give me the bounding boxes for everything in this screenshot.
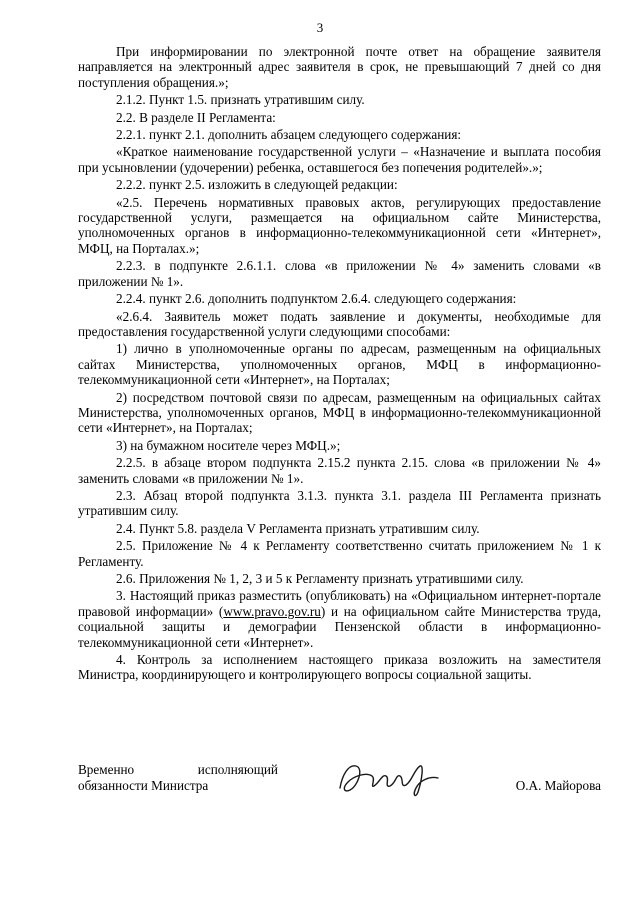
paragraph: 2.2.4. пункт 2.6. дополнить подпунктом 2.6.4. следующего содержания: — [116, 291, 517, 307]
paragraph: 3) на бумажном носителе через МФЦ.»; — [116, 437, 341, 453]
paragraph: «2.6.4. Заявитель может подать заявление и документы, необходимые для предоставления государственной услуги следующими способами: — [78, 308, 601, 339]
paragraph: «Краткое наименование государственной услуги – «Назначение и выплата пособия при усыновлении (удочерении) ребенка, оставшегося без попечения родителей».»; — [78, 144, 601, 175]
paragraph: 2.6. Приложения № 1, 2, 3 и 5 к Регламенту признать утратившими силу. — [116, 571, 524, 586]
paragraph: 2.4. Пункт 5.8. раздела V Регламента признать утратившим силу. — [116, 520, 480, 536]
publication-text-after: ) и на официальном сайте Министерства труда, социальной защиты и демографии Пензенской области в информационно-телекоммуникационной сети «Интернет». — [78, 603, 601, 650]
pravo-link[interactable]: www.pravo.gov.ru — [223, 603, 321, 619]
paragraph: 2.2.5. в абзаце втором подпункта 2.15.2 пункта 2.15. слова «в приложении № 4» заменить словами «в приложении № 1». — [78, 455, 601, 486]
paragraph-publication — [78, 588, 601, 650]
publication-text-before: 3. Настоящий приказ разместить (опубликовать) на «Официальном интернет-портале правовой информации» ( — [78, 588, 601, 619]
paragraph: 4. Контроль за исполнением настоящего приказа возложить на заместителя Министра, координирующего и контролирующего вопросы социальной защиты. — [78, 652, 601, 683]
position-word-1: Временно — [78, 762, 135, 777]
paragraph: 2.2.1. пункт 2.1. дополнить абзацем следующего содержания: — [116, 127, 462, 143]
signatory-position — [78, 762, 278, 794]
paragraph: 2.5. Приложение № 4 к Регламенту соответственно считать приложением № 1 к Регламенту. — [78, 538, 601, 569]
page-number: 3 — [316, 20, 324, 35]
handwritten-signature — [334, 758, 444, 800]
paragraph: 2.2. В разделе II Регламента: — [116, 109, 276, 125]
position-line-2: обязанности Министра — [78, 778, 209, 793]
paragraph: 2.3. Абзац второй подпункта 3.1.3. пункта 3.1. раздела III Регламента признать утратившим силу. — [78, 487, 601, 519]
signatory-name: О.А. Майорова — [515, 778, 601, 793]
position-word-2: исполняющий — [197, 762, 278, 777]
paragraph: «2.5. Перечень нормативных правовых актов, регулирующих предоставление государственной услуги, размещается на официальном сайте Министерства, уполномоченных органов в информационно-телекоммуникационной сети «Интернет», МФЦ, на Порталах.»; — [78, 194, 601, 256]
paragraph: 1) лично в уполномоченные органы по адресам, размещенным на официальных сайтах Министерства, уполномоченных органов, МФЦ в информационно-телекоммуникационной сети «Интернет», на Порталах; — [78, 341, 601, 388]
paragraph: 2.2.3. в подпункте 2.6.1.1. слова «в приложении № 4» заменить словами «в приложении № 1». — [78, 258, 601, 289]
paragraph: 2) посредством почтовой связи по адресам, размещенным на официальных сайтах Министерства, уполномоченных органов, МФЦ в информационно-телекоммуникационной сети «Интернет», на Порталах; — [78, 389, 601, 436]
paragraph: При информировании по электронной почте ответ на обращение заявителя направляется на электронный адрес заявителя в срок, не превышающий 7 дней со дня поступления обращения.»; — [78, 44, 601, 90]
signature-block — [78, 762, 601, 822]
paragraph: 2.2.2. пункт 2.5. изложить в следующей редакции: — [116, 177, 398, 193]
document-body — [78, 44, 601, 683]
paragraph: 2.1.2. Пункт 1.5. признать утратившим силу. — [116, 92, 365, 108]
